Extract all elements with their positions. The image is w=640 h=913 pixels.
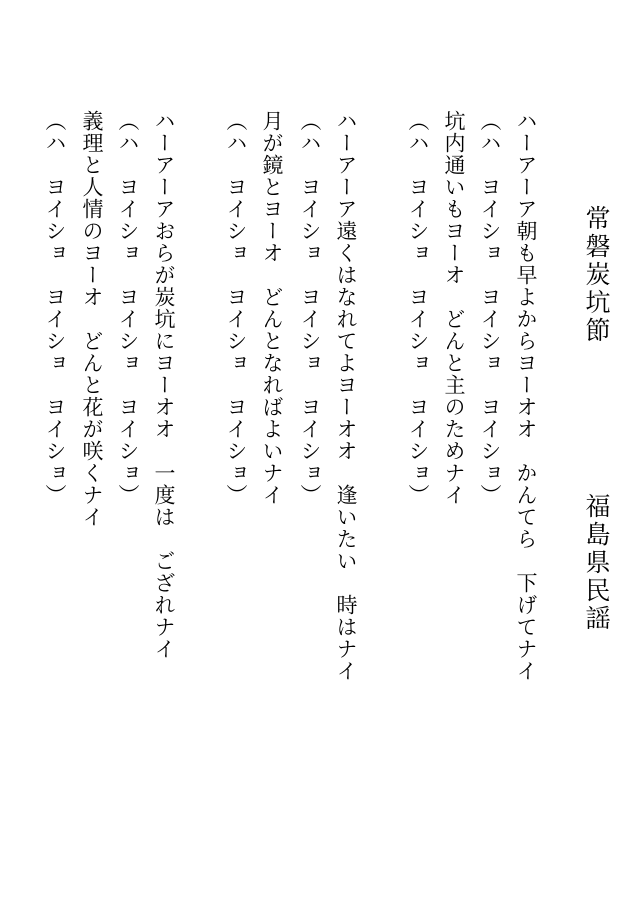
chorus-line: （ハ ヨイショ ヨイショ ヨイショ） [224,110,248,506]
chorus-line: （ハ ヨイショ ヨイショ ヨイショ） [43,110,67,506]
song-title: 常磐炭坑節 [582,205,611,345]
chorus-line: （ハ ヨイショ ヨイショ ヨイショ） [116,110,140,506]
lyric-line: ハーアーア遠くはなれてよヨーオオ 逢いたい 時はナイ [334,110,358,682]
chorus-line: （ハ ヨイショ ヨイショ ヨイショ） [478,110,502,506]
lyric-line: ハーアーアおらが炭坑にヨーオオ 一度は ござれナイ [152,110,176,660]
lyric-line: 義理と人情のヨーオ どんと花が咲くナイ [80,110,104,528]
lyric-line: 坑内通いもヨーオ どんと主のためナイ [442,110,466,506]
chorus-line: （ハ ヨイショ ヨイショ ヨイショ） [406,110,430,506]
lyric-line: ハーアーア朝も早よからヨーオオ かんてら 下げてナイ [514,110,538,682]
chorus-line: （ハ ヨイショ ヨイショ ヨイショ） [298,110,322,506]
song-origin: 福島県民謡 [582,493,611,633]
lyric-line: 月が鏡とヨーオ どんとなればよいナイ [260,110,284,506]
